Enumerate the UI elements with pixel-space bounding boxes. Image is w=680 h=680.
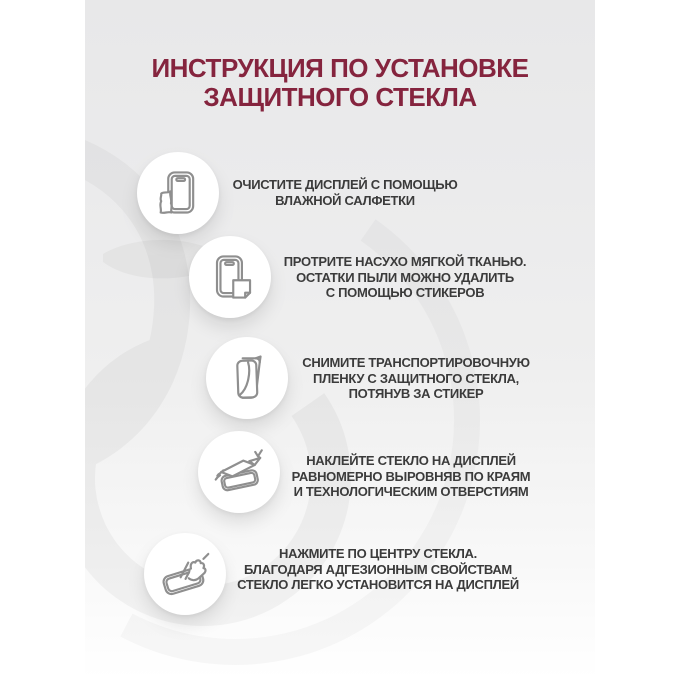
page-title-line1: ИНСТРУКЦИЯ ПО УСТАНОВКЕ bbox=[151, 53, 529, 83]
step-line: ПОТЯНУВ ЗА СТИКЕР bbox=[348, 386, 484, 401]
step-line: ВЛАЖНОЙ САЛФЕТКИ bbox=[275, 192, 415, 208]
step-text bbox=[228, 546, 528, 593]
step-line: ПРОТРИТЕ НАСУХО МЯГКОЙ ТКАНЬЮ. bbox=[283, 254, 527, 269]
step-line: БЛАГОДАРЯ АДГЕЗИОННЫМ СВОЙСТВАМ bbox=[244, 561, 512, 577]
step-line: ОЧИСТИТЕ ДИСПЛЕЙ С ПОМОЩЬЮ bbox=[232, 177, 458, 192]
step-text bbox=[195, 177, 495, 208]
step-line: НАКЛЕЙТЕ СТЕКЛО НА ДИСПЛЕЙ bbox=[306, 453, 516, 468]
step-line: СНИМИТЕ ТРАНСПОРТИРОВОЧНУЮ bbox=[302, 355, 530, 370]
step-text bbox=[255, 254, 555, 301]
step-text bbox=[261, 453, 561, 500]
page-title bbox=[85, 54, 595, 112]
step-line: С ПОМОЩЬЮ СТИКЕРОВ bbox=[325, 285, 485, 300]
phone-dust-sticker-icon bbox=[204, 251, 256, 303]
step-text bbox=[266, 355, 566, 402]
page-title-line2: ЗАЩИТНОГО СТЕКЛА bbox=[203, 82, 477, 112]
step-icon-circle bbox=[144, 533, 226, 615]
step-line: И ТЕХНОЛОГИЧЕСКИМ ОТВЕРСТИЯМ bbox=[293, 484, 529, 499]
step-line: РАВНОМЕРНО ВЫРОВНЯВ ПО КРАЯМ bbox=[291, 468, 531, 484]
step-line: СТЕКЛО ЛЕГКО УСТАНОВИТСЯ НА ДИСПЛЕЙ bbox=[237, 577, 519, 592]
step-line: ПЛЕНКУ С ЗАЩИТНОГО СТЕКЛА, bbox=[313, 370, 519, 386]
step-line: ОСТАТКИ ПЫЛИ МОЖНО УДАЛИТЬ bbox=[296, 269, 514, 285]
instruction-card bbox=[85, 0, 595, 680]
step-line: НАЖМИТЕ ПО ЦЕНТРУ СТЕКЛА. bbox=[279, 546, 477, 561]
finger-press-center-icon bbox=[159, 548, 211, 600]
hands-align-glass-icon bbox=[213, 446, 265, 498]
